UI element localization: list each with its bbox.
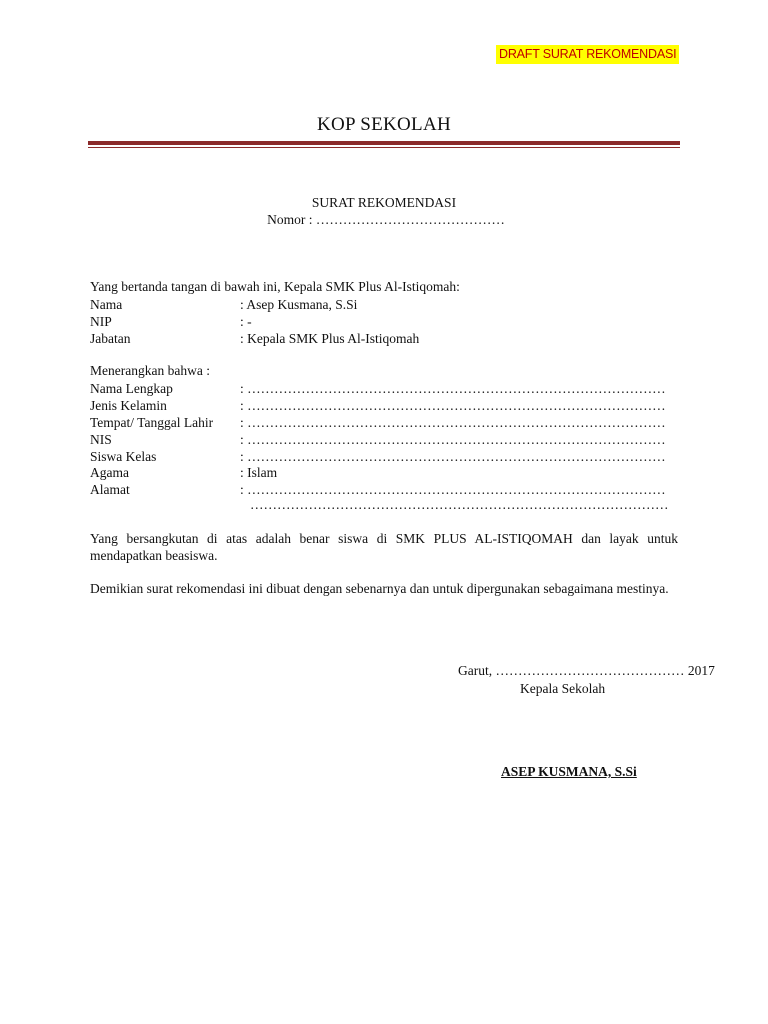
field-label: Agama xyxy=(90,465,129,480)
letter-number: Nomor : …………………………………… xyxy=(267,212,505,227)
field-value: : ………………………………………………………………………………… xyxy=(240,432,666,447)
signer-position: Kepala Sekolah xyxy=(520,681,606,696)
statement-paragraph: Yang bersangkutan di atas adalah benar siswa di SMK PLUS AL-ISTIQOMAH dan layak untuk mendapatkan beasiswa. xyxy=(90,531,678,563)
field-value: : - xyxy=(240,314,252,329)
letterhead-rule-thick xyxy=(88,141,680,145)
intro-text: Yang bertanda tangan di bawah ini, Kepala SMK Plus Al-Istiqomah: xyxy=(90,279,460,294)
field-value: : ………………………………………………………………………………… xyxy=(240,381,666,396)
field-label: Jenis Kelamin xyxy=(90,398,167,413)
field-label: Siswa Kelas xyxy=(90,449,157,464)
place-date: Garut, …………………………………… 2017 xyxy=(458,663,715,678)
field-value: : ………………………………………………………………………………… xyxy=(240,449,666,464)
field-value: : ………………………………………………………………………………… xyxy=(240,482,666,497)
signer-name: ASEP KUSMANA, S.Si xyxy=(501,764,637,779)
field-value: : Islam xyxy=(240,465,278,480)
field-value: : ………………………………………………………………………………… xyxy=(240,398,666,413)
draft-label: DRAFT SURAT REKOMENDASI xyxy=(496,45,679,64)
field-label: Nama xyxy=(90,297,123,312)
letter-title: SURAT REKOMENDASI xyxy=(311,195,457,210)
explains-text: Menerangkan bahwa : xyxy=(90,363,210,378)
field-label: Alamat xyxy=(90,482,130,497)
field-label: Jabatan xyxy=(90,331,131,346)
field-value: : Asep Kusmana, S.Si xyxy=(240,297,358,312)
closing-paragraph: Demikian surat rekomendasi ini dibuat dengan sebenarnya dan untuk dipergunakan sebagaimana mestinya. xyxy=(90,581,669,596)
field-label: NIP xyxy=(90,314,112,329)
letterhead-rule-thin xyxy=(88,147,680,148)
field-label: Tempat/ Tanggal Lahir xyxy=(90,415,214,430)
field-label: NIS xyxy=(90,432,112,447)
field-value: : Kepala SMK Plus Al-Istiqomah xyxy=(240,331,420,346)
field-label: Nama Lengkap xyxy=(90,381,173,396)
address-continuation: ………………………………………………………………………………… xyxy=(250,497,669,512)
letterhead-title: KOP SEKOLAH xyxy=(316,114,452,135)
field-value: : ………………………………………………………………………………… xyxy=(240,415,666,430)
